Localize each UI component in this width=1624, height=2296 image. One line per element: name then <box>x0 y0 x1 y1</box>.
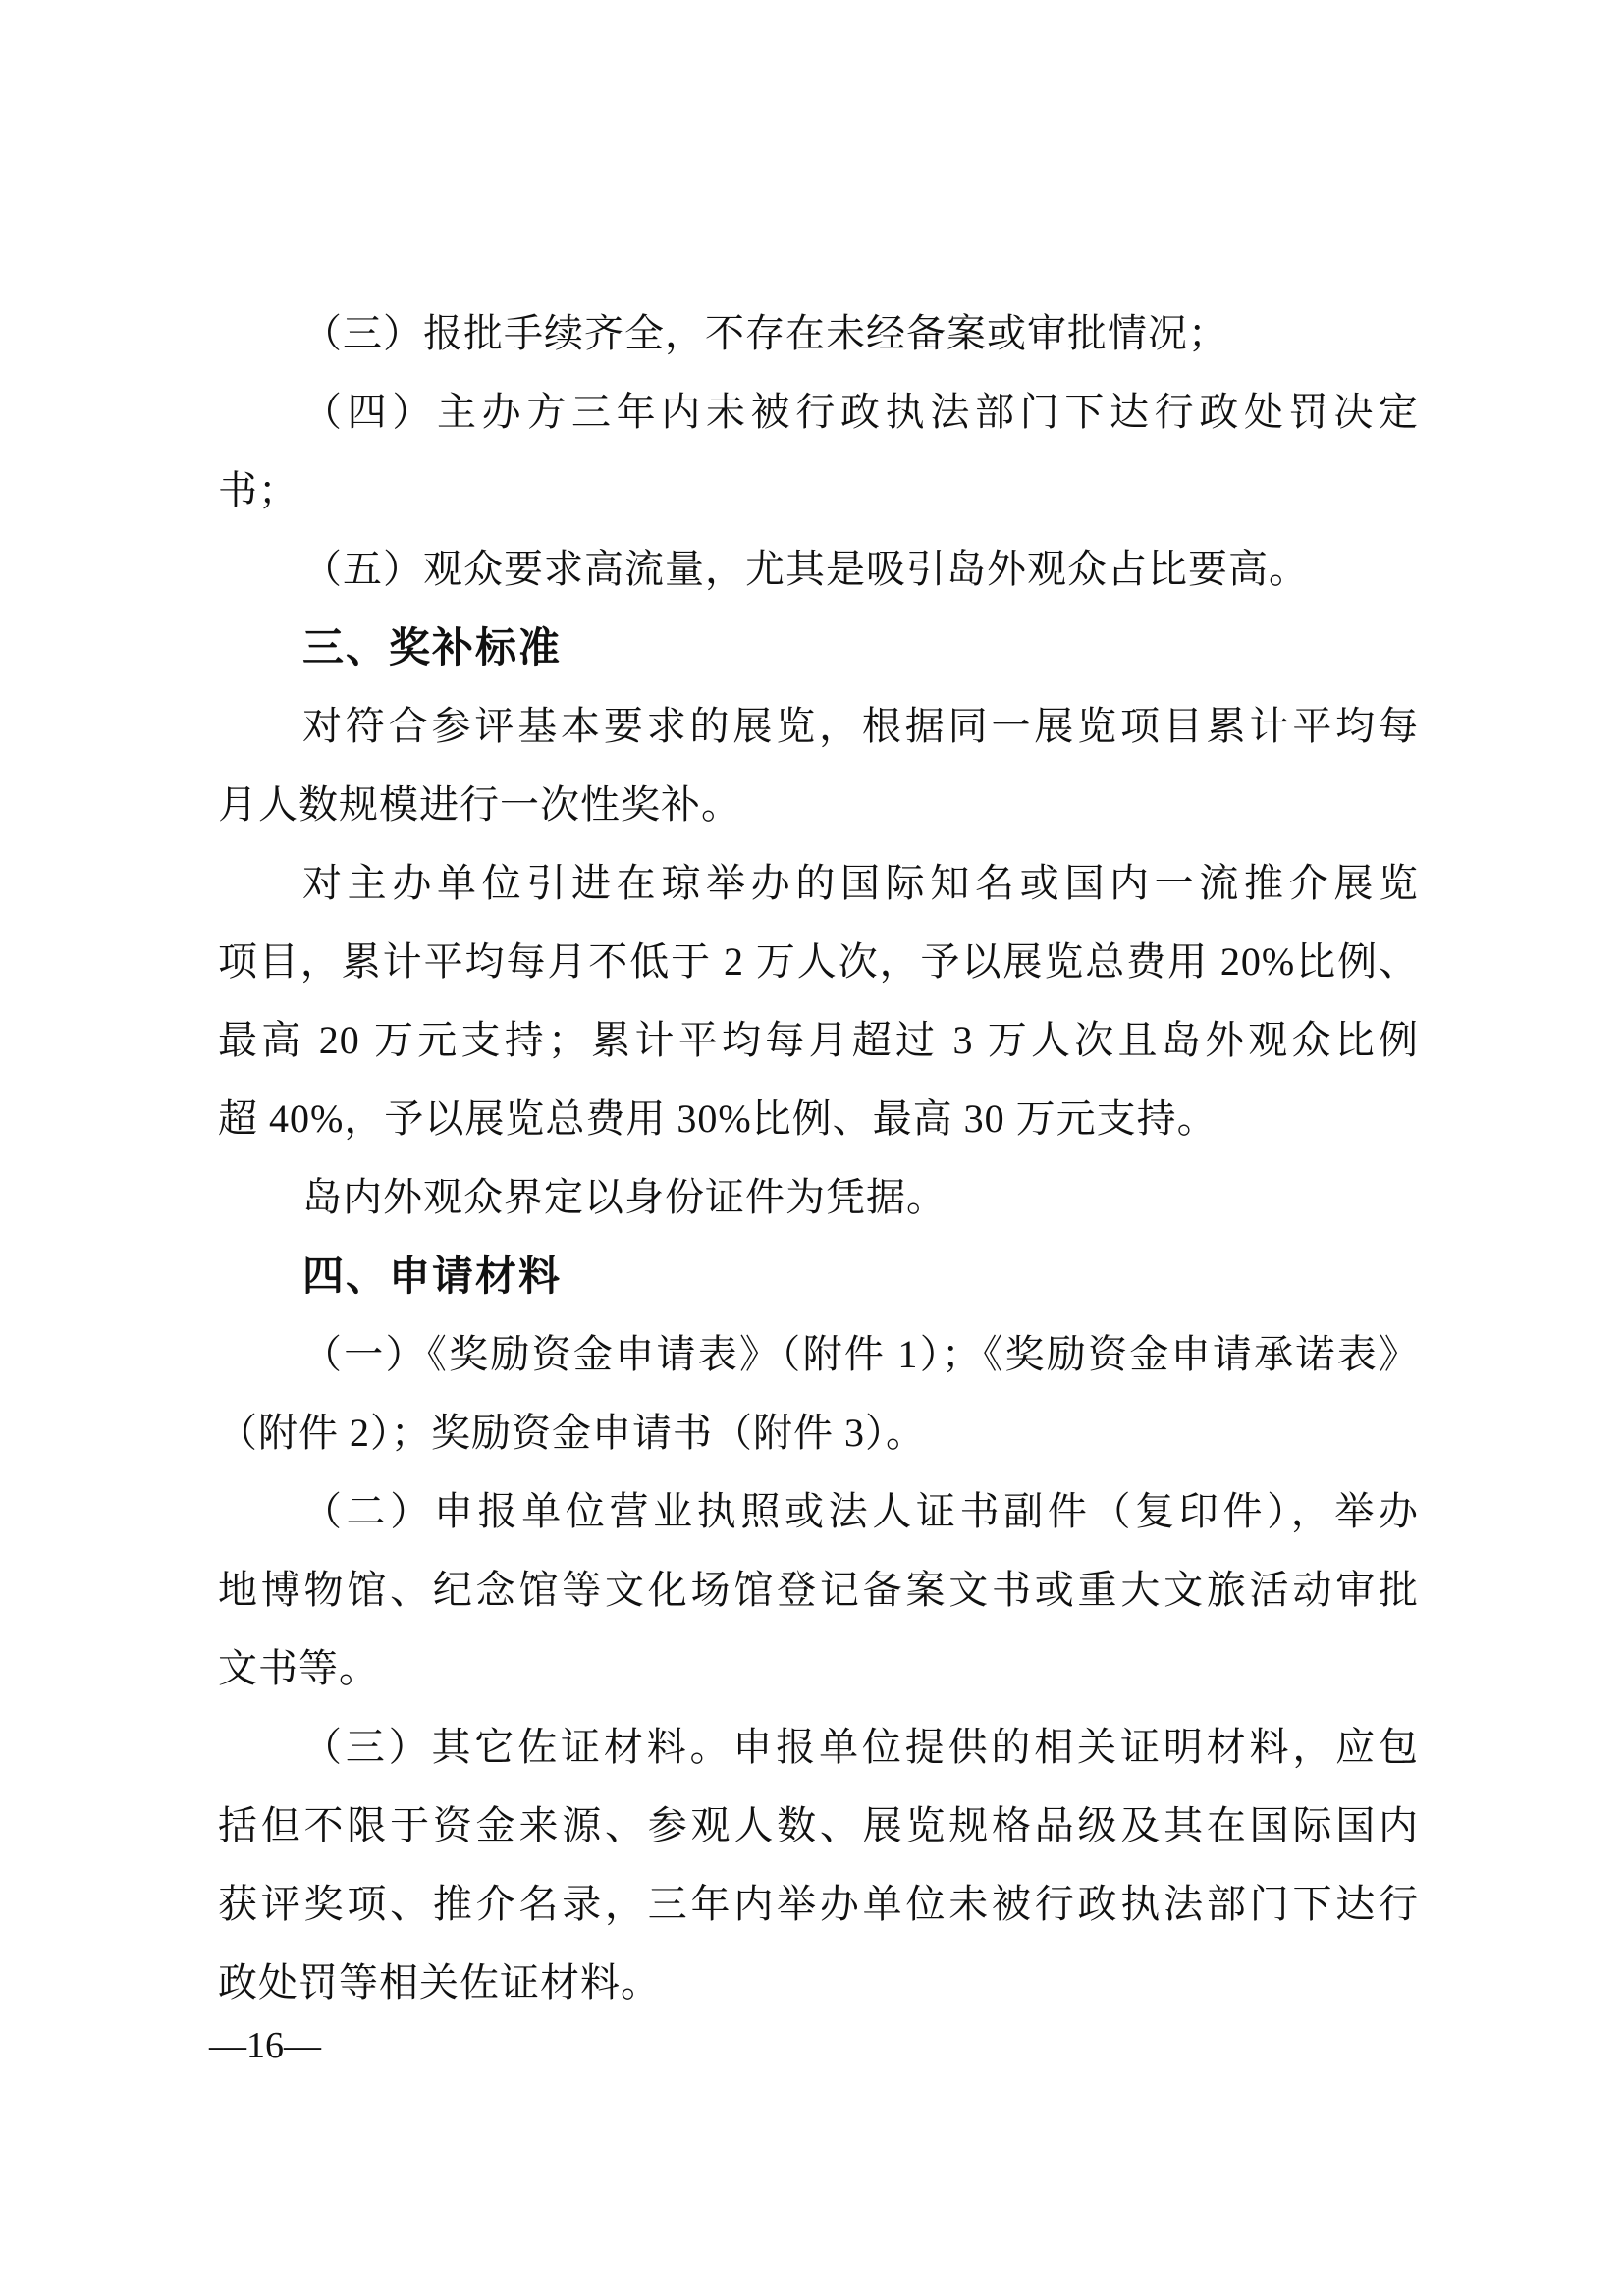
doc-line-material-3-d: 政处罚等相关佐证材料。 <box>218 1960 661 2004</box>
doc-line-item-4-a: （四）主办方三年内未被行政执法部门下达行政处罚决定 <box>302 390 1419 434</box>
doc-line-material-3-b: 括但不限于资金来源、参观人数、展览规格品级及其在国际国内 <box>218 1803 1419 1847</box>
doc-line-material-3-c: 获评奖项、推介名录，三年内举办单位未被行政执法部门下达行 <box>218 1882 1419 1926</box>
doc-line-material-2-a: （二）申报单位营业执照或法人证书副件（复印件），举办 <box>302 1489 1419 1533</box>
section-heading-reward-standard: 三、奖补标准 <box>302 624 563 670</box>
doc-line-material-2-b: 地博物馆、纪念馆等文化场馆登记备案文书或重大文旅活动审批 <box>218 1568 1419 1612</box>
page-number: —16— <box>209 2025 321 2066</box>
doc-line-item-5: （五）观众要求高流量，尤其是吸引岛外观众占比要高。 <box>302 547 1309 591</box>
doc-line-item-4-b: 书； <box>218 468 298 512</box>
document-body <box>218 294 1419 2022</box>
doc-line-material-3-a: （三）其它佐证材料。申报单位提供的相关证明材料，应包 <box>302 1725 1419 1769</box>
doc-line-para-b-3: 最高 20 万元支持；累计平均每月超过 3 万人次且岛外观众比例 <box>218 1018 1419 1062</box>
doc-line-para-c: 岛内外观众界定以身份证件为凭据。 <box>302 1175 947 1219</box>
doc-line-material-1-b: （附件 2）；奖励资金申请书（附件 3）。 <box>218 1411 926 1455</box>
doc-line-material-1-a: （一）《奖励资金申请表》（附件 1）；《奖励资金申请承诺表》 <box>302 1332 1419 1376</box>
doc-line-para-a-2: 月人数规模进行一次性奖补。 <box>218 782 741 827</box>
doc-line-material-2-c: 文书等。 <box>218 1646 379 1690</box>
doc-line-item-3: （三）报批手续齐全，不存在未经备案或审批情况； <box>302 311 1228 355</box>
section-heading-application-materials: 四、申请材料 <box>302 1253 563 1299</box>
doc-line-para-b-2: 项目，累计平均每月不低于 2 万人次，予以展览总费用 20%比例、 <box>218 939 1419 984</box>
doc-line-para-b-4: 超 40%，予以展览总费用 30%比例、最高 30 万元支持。 <box>218 1096 1218 1141</box>
doc-line-para-b-1: 对主办单位引进在琼举办的国际知名或国内一流推介展览 <box>302 861 1419 905</box>
doc-line-para-a-1: 对符合参评基本要求的展览，根据同一展览项目累计平均每 <box>302 704 1419 748</box>
